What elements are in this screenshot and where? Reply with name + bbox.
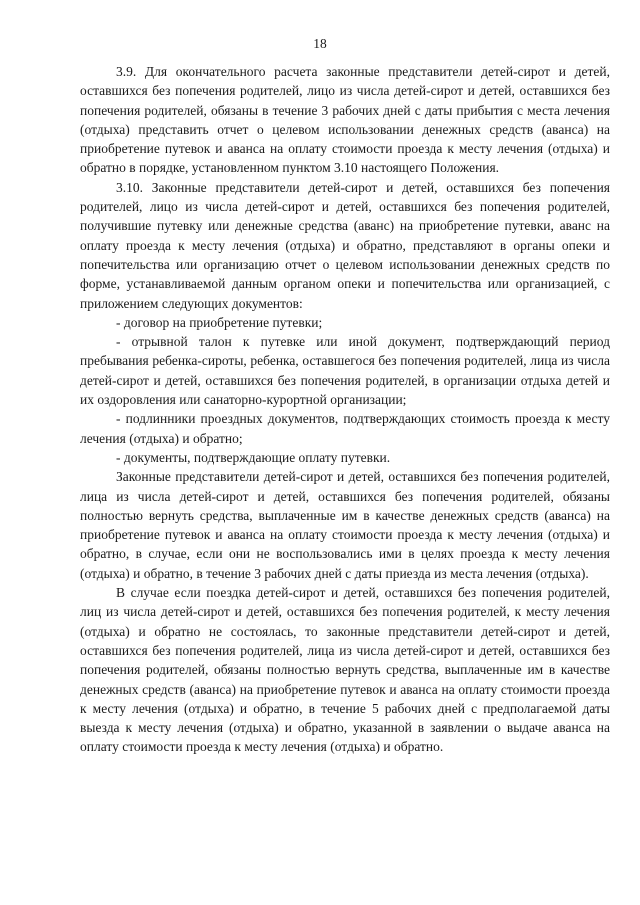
list-item-travel-documents: - подлинники проездных документов, подтверждающих стоимость проезда к месту лечения (отдыха) и обратно;: [80, 411, 610, 446]
paragraph-3-9: 3.9. Для окончательного расчета законные представители детей-сирот и детей, оставшихся без попечения родителей, лицо из числа детей-сирот и детей, оставшихся без попечения родителей, обязаны в течение 3 рабочих дней с даты прибытия с места лечения (отдыха) представить отчет о целевом использовании денежных средств (аванса) на приобретение путевок и аванса на оплату стоимости проезда к месту лечения (отдыха) и обратно в порядке, установленном пунктом 3.10 настоящего Положения.: [80, 64, 610, 176]
list-item-payment-documents: - документы, подтверждающие оплату путевки.: [116, 449, 391, 465]
page-number: 18: [313, 36, 327, 51]
paragraph-3-10: 3.10. Законные представители детей-сирот и детей, оставшихся без попечения родителей, лицо из числа детей-сирот и детей, оставшихся без попечения родителей, получившие путевку или денежные средства (аванс) на приобретение путевки, аванс на оплату проезда к месту лечения (отдыха) и обратно, представляют в органы опеки и попечительства или организацию отчет о целевом использовании денежных средств по форме, устанавливаемой данным органом опеки и попечительства или организацией, с приложением следующих документов:: [80, 179, 610, 311]
document-body: [80, 62, 610, 757]
paragraph-refund-unused: Законные представители детей-сирот и детей, оставшихся без попечения родителей, лица из числа детей-сирот и детей, оставшихся без попечения родителей, обязаны полностью вернуть средства, выплаченные им в качестве денежных средств (аванса) на приобретение путевок и аванса на оплату стоимости проезда к месту лечения (отдыха) и обратно, в случае, если они не воспользовались ими в целях проезда к месту лечения (отдыха) и обратно, в течение 3 рабочих дней с даты приезда из места лечения (отдыха).: [80, 469, 610, 581]
paragraph-refund-cancelled-trip: В случае если поездка детей-сирот и детей, оставшихся без попечения родителей, лиц из числа детей-сирот и детей, оставшихся без попечения родителей, к месту лечения (отдыха) и обратно не состоялась, то законные представители детей-сирот и детей, оставшихся без попечения родителей, лица из числа детей-сирот и детей, оставшихся без попечения родителей, обязаны полностью вернуть средства, выплаченные им в качестве денежных средств (аванса) на приобретение путевок и аванса на оплату стоимости проезда к месту лечения (отдыха) и обратно, в течение 5 рабочих дней с предполагаемой даты выезда к месту лечения (отдыха) и обратно, указанной в заявлении о выдаче аванса на оплату стоимости проезда к месту лечения (отдыха) и обратно.: [80, 585, 610, 755]
list-item-voucher-stub: - отрывной талон к путевке или иной документ, подтверждающий период пребывания ребенка-сироты, ребенка, оставшегося без попечения родителей, лица из числа детей-сирот и детей, оставшихся без попечения родителей, в организации отдыха детей и их оздоровления или санаторно-курортной организации;: [80, 334, 610, 408]
list-item-contract: - договор на приобретение путевки;: [116, 314, 323, 330]
